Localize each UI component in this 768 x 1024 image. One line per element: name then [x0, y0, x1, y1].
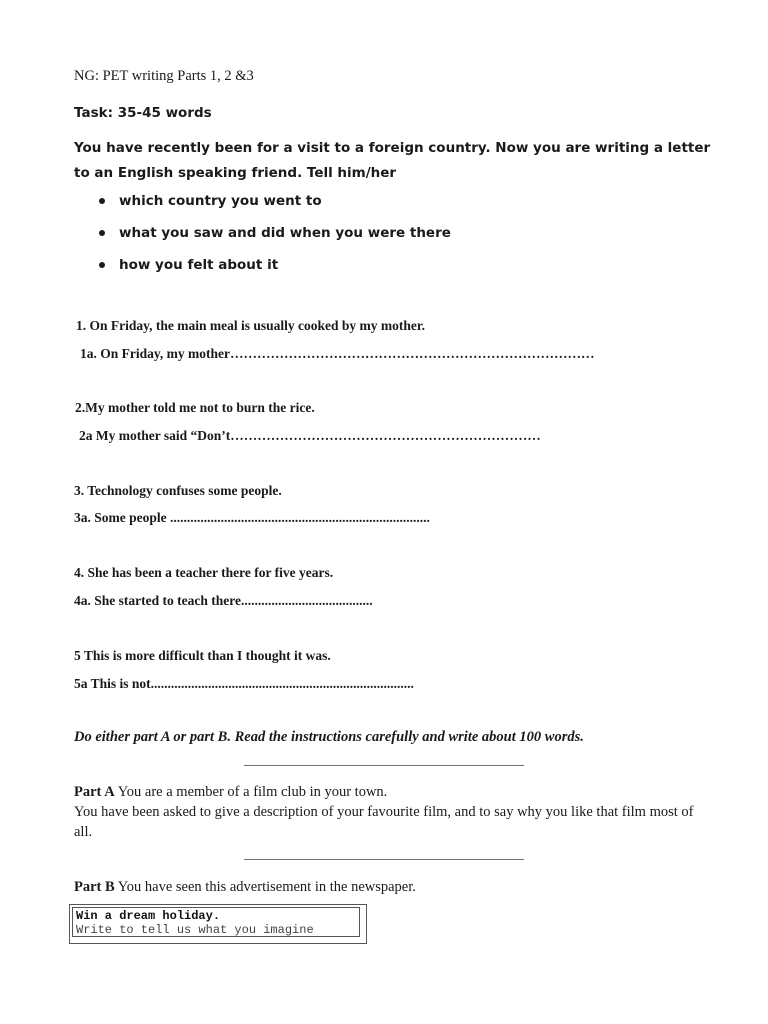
- task-bullet-item: [96, 223, 451, 255]
- advertisement-headline: Win a dream holiday.: [76, 909, 221, 923]
- part-a-block: [74, 782, 714, 842]
- bullet-dot-icon: [99, 198, 105, 204]
- question-1-answer-line: 1a. On Friday, my mother………………………………………………………………………: [80, 346, 595, 361]
- task-bullet-list: [96, 191, 451, 287]
- question-1-prompt: 1. On Friday, the main meal is usually cooked by my mother.: [76, 318, 426, 333]
- question-3-answer-line: 3a. Some people .............................................................................: [74, 510, 430, 525]
- question-5-prompt: 5 This is more difficult than I thought it was.: [74, 648, 331, 663]
- divider-line: [244, 859, 524, 860]
- task-intro: You have recently been for a visit to a foreign country. Now you are writing a letter to an English speaking friend. Tell him/her: [74, 140, 711, 181]
- task-bullet-item: [96, 191, 451, 223]
- part-b-label: Part B: [74, 879, 115, 895]
- advertisement-subtext: Write to tell us what you imagine: [76, 923, 314, 937]
- part-a-line1: You are a member of a film club in your town.: [117, 784, 388, 800]
- part-b-block: [74, 877, 714, 897]
- question-4-answer-line: 4a. She started to teach there.......................................: [74, 593, 373, 608]
- bullet-dot-icon: [99, 230, 105, 236]
- part-a-line2: You have been asked to give a description of your favourite film, and to say why you like that film most of all.: [74, 804, 694, 840]
- section-instruction: Do either part A or part B. Read the instructions carefully and write about 100 words.: [74, 729, 584, 745]
- question-4-prompt: 4. She has been a teacher there for five years.: [74, 565, 334, 580]
- question-2-prompt: 2.My mother told me not to burn the rice.: [75, 400, 315, 415]
- task-bullet-text: what you saw and did when you were there: [119, 225, 451, 241]
- part-b-text: You have seen this advertisement in the newspaper.: [117, 879, 416, 895]
- question-2-answer-line: 2a My mother said “Don’t……………………………………………………………: [79, 428, 541, 443]
- part-a-label: Part A: [74, 784, 115, 800]
- divider-line: [244, 765, 524, 766]
- question-3-prompt: 3. Technology confuses some people.: [74, 483, 282, 498]
- question-5-answer-line: 5a This is not..............................................................................: [74, 676, 414, 691]
- task-bullet-text: how you felt about it: [119, 257, 279, 273]
- task-bullet-item: [96, 255, 451, 287]
- bullet-dot-icon: [99, 262, 105, 268]
- task-title: Task: 35-45 words: [74, 105, 212, 121]
- document-header: NG: PET writing Parts 1, 2 &3: [74, 68, 254, 84]
- task-bullet-text: which country you went to: [119, 193, 322, 209]
- advertisement-box: [69, 904, 367, 944]
- advertisement-content: [72, 907, 360, 937]
